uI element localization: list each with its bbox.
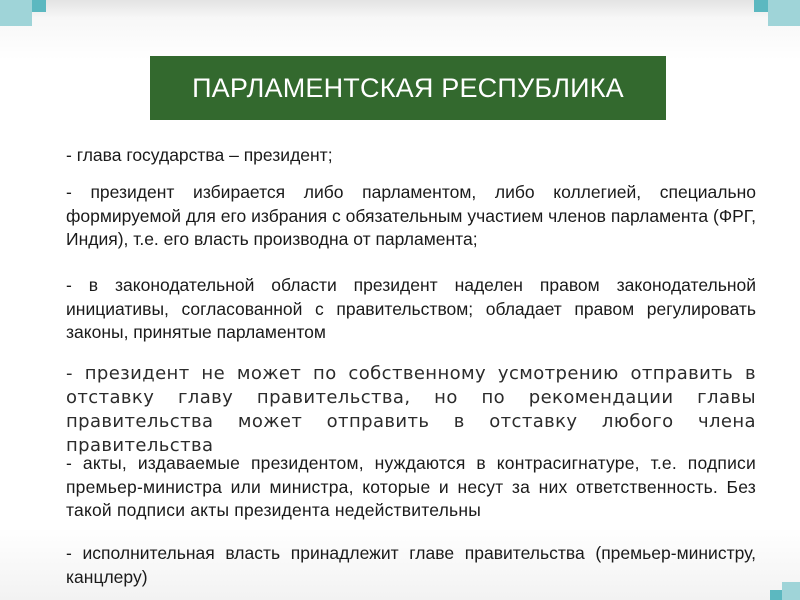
corner-square-decoration (0, 0, 32, 26)
bullet-paragraph: - исполнительная власть принадлежит главе правительства (премьер-министру, канцлеру) (66, 543, 756, 587)
title-banner (150, 56, 666, 120)
corner-square-decoration (754, 0, 768, 12)
corner-square-decoration (782, 582, 800, 600)
corner-square-decoration (768, 0, 800, 26)
corner-square-decoration (32, 0, 46, 12)
bullet-paragraph: - глава государства – президент; (66, 145, 333, 165)
bullet-paragraph: - акты, издаваемые президентом, нуждаются в контрасигнатуре, т.е. подписи премьер-министра или министра, которые и несут за них ответственность. Без такой подписи акты президента недействительны (66, 453, 756, 520)
bullet-paragraph: - президент не может по собственному усмотрению отправить в отставку главу правительства, но по рекомендации главы правительства может отправить в отставку любого члена правительства (66, 363, 756, 456)
bullet-paragraph: - в законодательной области президент наделен правом законодательной инициативы, согласованной с правительством; обладает правом регулировать законы, принятые парламентом (66, 275, 756, 342)
bullet-paragraph: - президент избирается либо парламентом, либо коллегией, специально формируемой для его избрания с обязательным участием членов парламента (ФРГ, Индия), т.е. его власть производна от парламента; (66, 182, 756, 249)
corner-square-decoration (770, 590, 782, 600)
slide-title: ПАРЛАМЕНТСКАЯ РЕСПУБЛИКА (192, 72, 624, 103)
